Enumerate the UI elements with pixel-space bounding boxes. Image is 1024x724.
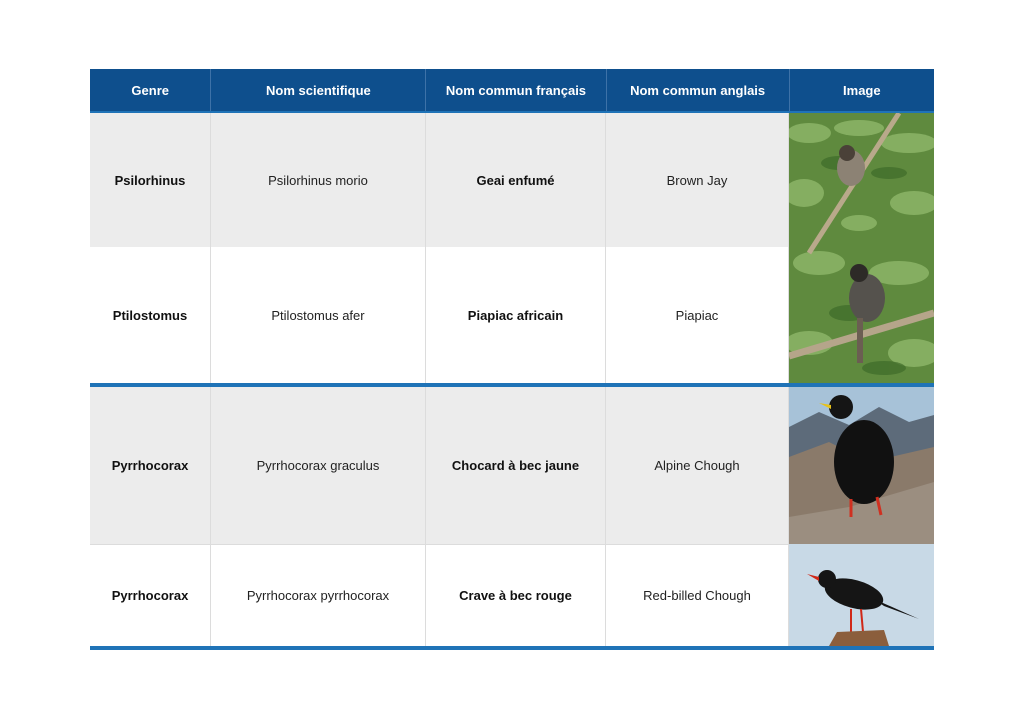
table-row <box>90 387 789 544</box>
table-bottom-border <box>90 646 934 650</box>
header-image: Image <box>843 82 881 98</box>
red-billed-chough-image <box>789 544 934 646</box>
header-scientific-name: Nom scientifique <box>211 69 426 111</box>
table-row <box>90 113 789 247</box>
header-french-name: Nom commun français <box>426 69 606 111</box>
bird-photo-alpine-chough <box>789 387 934 544</box>
cell-french: Crave à bec rouge <box>426 545 606 646</box>
cell-english: Brown Jay <box>606 113 789 247</box>
bird-photo-jays <box>789 113 934 383</box>
cell-genre: Pyrrhocorax <box>90 545 211 646</box>
table-group-3 <box>90 544 934 646</box>
header-english-name: Nom commun anglais <box>607 69 790 111</box>
cell-scientific: Ptilostomus afer <box>211 247 426 383</box>
table-group-2 <box>90 387 934 544</box>
bird-photo-red-billed-chough <box>789 544 934 646</box>
species-table <box>90 69 934 650</box>
header-genre: Genre <box>90 69 211 111</box>
table-header <box>90 69 934 113</box>
cell-scientific: Pyrrhocorax pyrrhocorax <box>211 545 426 646</box>
cell-english: Alpine Chough <box>606 387 789 544</box>
cell-french: Piapiac africain <box>426 247 606 383</box>
cell-french: Chocard à bec jaune <box>426 387 606 544</box>
bird-photo-brown-jay-piapiac <box>789 113 934 383</box>
cell-genre: Psilorhinus <box>90 113 211 247</box>
table-row <box>90 247 789 383</box>
cell-scientific: Psilorhinus morio <box>211 113 426 247</box>
alpine-chough-image <box>789 387 934 544</box>
cell-genre: Pyrrhocorax <box>90 387 211 544</box>
cell-english: Piapiac <box>606 247 789 383</box>
cell-english: Red-billed Chough <box>606 545 789 646</box>
cell-genre: Ptilostomus <box>90 247 211 383</box>
cell-scientific: Pyrrhocorax graculus <box>211 387 426 544</box>
table-row <box>90 544 789 646</box>
cell-french: Geai enfumé <box>426 113 606 247</box>
table-group-1 <box>90 113 934 383</box>
